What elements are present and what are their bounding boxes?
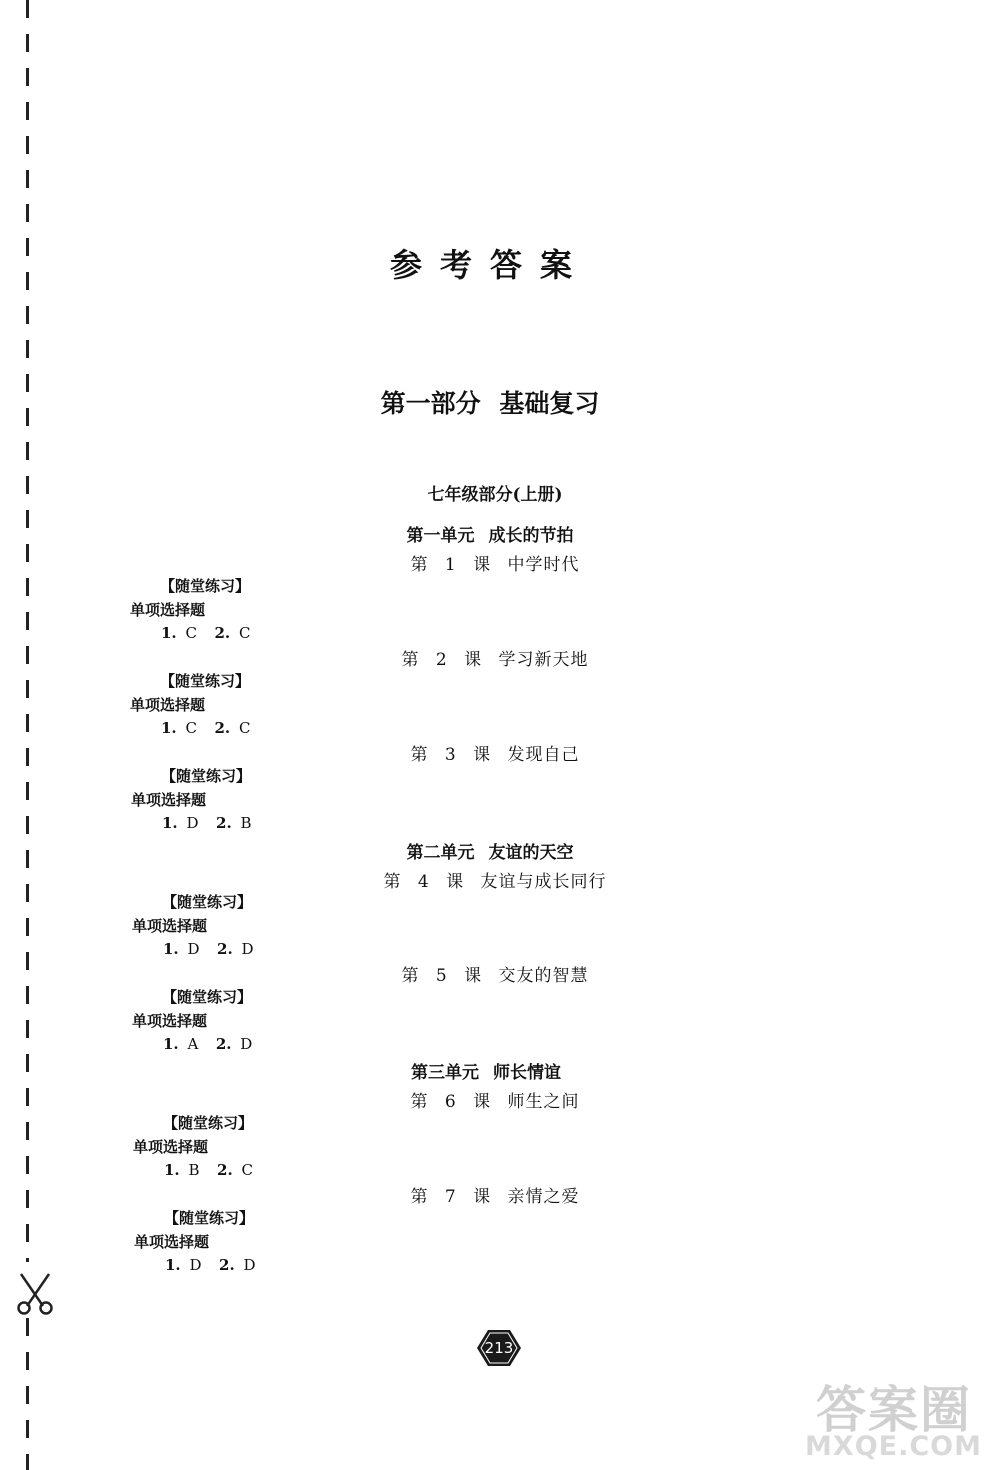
lesson-5: 第 5 课 交友的智慧 — [401, 966, 589, 986]
lesson-7: 第 7 课 亲情之爱 — [410, 1187, 580, 1207]
answer-block-7 — [134, 1207, 256, 1278]
answer-block-6 — [133, 1112, 253, 1183]
practice-heading: 【随堂练习】 — [160, 672, 251, 690]
question-type: 单项选择题 — [133, 1137, 209, 1156]
unit-heading-3: 第三单元 师长情谊 — [411, 1063, 561, 1083]
scissors-icon — [13, 1272, 57, 1316]
answer-block-3 — [131, 765, 252, 836]
answer-line: 1. A 2. D — [163, 1035, 253, 1053]
question-type: 单项选择题 — [131, 790, 207, 809]
unit-heading-2: 第二单元 友谊的天空 — [406, 843, 574, 863]
practice-heading: 【随堂练习】 — [163, 1114, 254, 1132]
watermark — [752, 1370, 982, 1462]
cut-line-lower — [26, 1318, 29, 1470]
answer-line: 1. D 2. D — [165, 1256, 256, 1274]
question-type: 单项选择题 — [134, 1232, 210, 1251]
practice-heading: 【随堂练习】 — [161, 767, 252, 785]
answer-block-5 — [132, 986, 252, 1057]
watermark-url: MXQE.COM — [805, 1431, 982, 1462]
answer-line: 1. D 2. B — [162, 814, 252, 832]
question-type: 单项选择题 — [132, 916, 208, 935]
answer-line: 1. C 2. C — [161, 624, 251, 642]
answer-line: 1. C 2. C — [161, 719, 251, 737]
question-type: 单项选择题 — [130, 695, 206, 714]
practice-heading: 【随堂练习】 — [164, 1209, 255, 1227]
lesson-6: 第 6 课 师生之间 — [410, 1092, 580, 1112]
unit-heading-1: 第一单元 成长的节拍 — [406, 526, 574, 546]
practice-heading: 【随堂练习】 — [162, 893, 253, 911]
answer-block-2 — [130, 670, 250, 741]
lesson-4: 第 4 课 友谊与成长同行 — [383, 872, 607, 892]
answer-line: 1. D 2. D — [163, 940, 254, 958]
lesson-2: 第 2 课 学习新天地 — [401, 650, 589, 670]
question-type: 单项选择题 — [132, 1011, 208, 1030]
watermark-text: 答案圈 — [816, 1381, 972, 1439]
page-number: 213 — [484, 1339, 514, 1357]
practice-heading: 【随堂练习】 — [160, 577, 251, 595]
answer-line: 1. B 2. C — [164, 1161, 253, 1179]
question-type: 单项选择题 — [130, 600, 206, 619]
grade-heading: 七年级部分(上册) — [427, 485, 563, 505]
page-title: 参考答案 — [389, 246, 590, 284]
lesson-3: 第 3 课 发现自己 — [410, 745, 580, 765]
part-heading: 第一部分 基础复习 — [380, 389, 600, 418]
lesson-1: 第 1 课 中学时代 — [410, 555, 580, 575]
answer-block-1 — [130, 575, 250, 646]
page-number-badge — [476, 1328, 522, 1368]
answer-block-4 — [132, 891, 254, 962]
practice-heading: 【随堂练习】 — [162, 988, 253, 1006]
